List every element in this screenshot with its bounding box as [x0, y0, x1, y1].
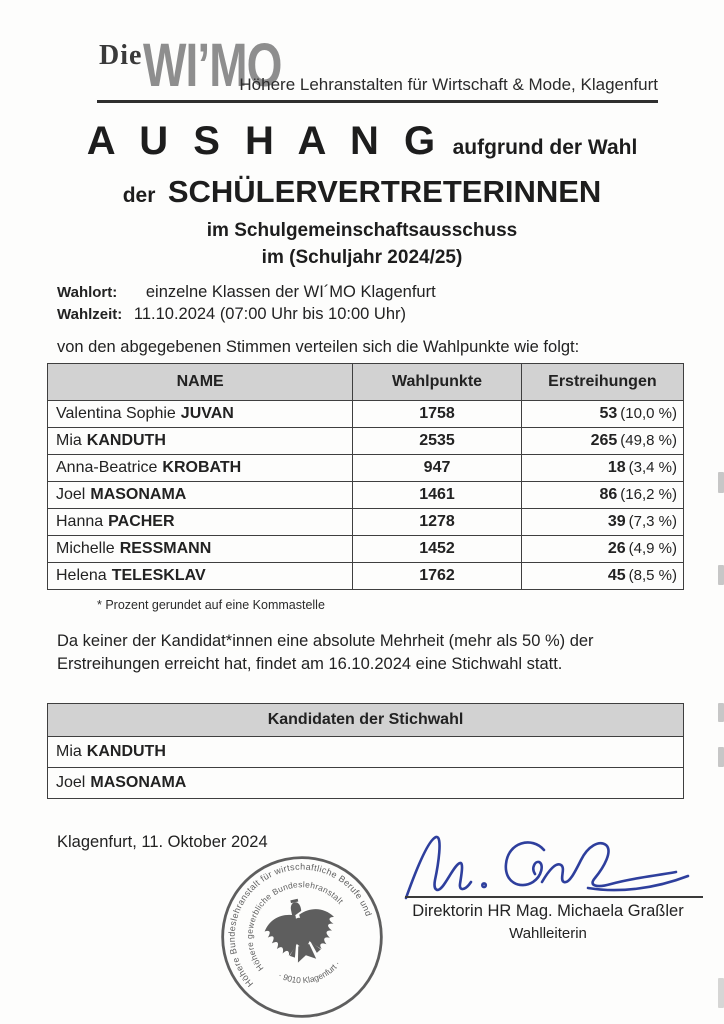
- school-subtitle: Höhere Lehranstalten für Wirtschaft & Mode, Klagenfurt: [239, 75, 658, 94]
- runoff-paragraph: Da keiner der Kandidat*innen eine absolute Mehrheit (mehr als 50 %) der Erstreihungen erreicht hat, findet am 16.10.2024 eine Stichwahl statt.: [57, 632, 594, 673]
- table-row: [48, 737, 684, 768]
- title-line-2: [0, 173, 724, 217]
- last-name: KANDUTH: [86, 432, 166, 449]
- last-name: JUVAN: [180, 405, 234, 422]
- erstreihungen-percent: (3,4 %): [628, 459, 677, 476]
- erstreihungen-count: 18: [607, 459, 626, 476]
- runoff-header-row: [48, 704, 684, 737]
- first-name: Joel: [56, 774, 86, 791]
- document-title: [0, 118, 724, 271]
- signatory-role: Wahlleiterin: [509, 925, 587, 942]
- header-name: NAME: [48, 364, 353, 401]
- first-name: Valentina Sophie: [56, 405, 176, 422]
- last-name: MASONAMA: [90, 774, 187, 791]
- candidate-name: [48, 482, 353, 509]
- runoff-candidate: [48, 737, 684, 768]
- table-row: [48, 563, 684, 590]
- erstreihungen-percent: (49,8 %): [620, 432, 677, 449]
- title-aufgrund: aufgrund der Wahl: [452, 136, 638, 159]
- stamp-inner-text: Höhere gewerbliche Bundeslehranstalt: [244, 879, 346, 974]
- results-table: [47, 363, 684, 590]
- table-row: [48, 455, 684, 482]
- table-row: [48, 401, 684, 428]
- candidate-name: [48, 509, 353, 536]
- wahlpunkte-value: 1452: [353, 536, 522, 563]
- erstreihungen-count: 39: [607, 513, 626, 530]
- erstreihungen-percent: (16,2 %): [620, 486, 677, 503]
- last-name: PACHER: [108, 513, 175, 530]
- first-name: Mia: [56, 743, 82, 760]
- date-place-line: Klagenfurt, 11. Oktober 2024: [57, 833, 268, 851]
- school-logo: [97, 31, 658, 100]
- header-wahlpunkte: Wahlpunkte: [353, 364, 522, 401]
- erstreihungen-count: 86: [599, 486, 618, 503]
- last-name: TELESKLAV: [111, 567, 206, 584]
- scan-artifact: [718, 703, 724, 722]
- election-info: [57, 281, 436, 325]
- erstreihungen-value: [521, 509, 683, 536]
- runoff-table: [47, 703, 684, 799]
- last-name: KROBATH: [162, 459, 242, 476]
- official-school-stamp: [216, 853, 388, 1021]
- erstreihungen-percent: (7,3 %): [628, 513, 677, 530]
- erstreihungen-percent: (10,0 %): [620, 405, 677, 422]
- title-schuelervertreterinnen: SCHÜLERVERTRETERINNEN: [167, 174, 602, 209]
- runoff-candidate: [48, 768, 684, 799]
- erstreihungen-count: 26: [607, 540, 626, 557]
- logo-prefix: Die: [99, 40, 143, 71]
- header-rule: [97, 100, 658, 103]
- erstreihungen-value: [521, 563, 683, 590]
- wahlort-row: [57, 281, 436, 303]
- table-row: [48, 509, 684, 536]
- last-name: MASONAMA: [90, 486, 187, 503]
- erstreihungen-count: 265: [590, 432, 618, 449]
- results-header-row: [48, 364, 684, 401]
- scan-artifact: [718, 472, 724, 493]
- erstreihungen-value: [521, 401, 683, 428]
- stamp-bottom-text: · 9010 Klagenfurt ·: [276, 958, 342, 986]
- first-name: Michelle: [56, 540, 115, 557]
- stamp-outer-text: Höhere Bundeslehranstalt für wirtschaftliche Berufe und: [226, 861, 374, 989]
- first-name: Hanna: [56, 513, 104, 530]
- candidate-name: [48, 455, 353, 482]
- table-row: [48, 768, 684, 799]
- signature-ink: [392, 832, 710, 904]
- austrian-eagle-icon: [259, 892, 341, 968]
- wahlpunkte-value: 1278: [353, 509, 522, 536]
- wahlort-value: einzelne Klassen der WI´MO Klagenfurt: [145, 283, 436, 301]
- title-line-4: im (Schuljahr 2024/25): [261, 247, 463, 268]
- wahlpunkte-value: 947: [353, 455, 522, 482]
- candidate-name: [48, 536, 353, 563]
- results-intro: von den abgegebenen Stimmen verteilen sich die Wahlpunkte wie folgt:: [57, 338, 580, 356]
- title-der: der: [122, 184, 156, 207]
- signatory-name: Direktorin HR Mag. Michaela Graßler: [412, 902, 684, 920]
- wahlpunkte-value: 1758: [353, 401, 522, 428]
- table-row: [48, 482, 684, 509]
- table-row: [48, 536, 684, 563]
- erstreihungen-value: [521, 455, 683, 482]
- candidate-name: [48, 563, 353, 590]
- table-row: [48, 428, 684, 455]
- erstreihungen-count: 53: [599, 405, 618, 422]
- erstreihungen-count: 45: [607, 567, 626, 584]
- last-name: RESSMANN: [119, 540, 212, 557]
- first-name: Anna-Beatrice: [56, 459, 158, 476]
- candidate-name: [48, 428, 353, 455]
- scan-artifact: [718, 747, 724, 767]
- erstreihungen-value: [521, 482, 683, 509]
- wahlzeit-value: 11.10.2024 (07:00 Uhr bis 10:00 Uhr): [133, 305, 406, 323]
- erstreihungen-value: [521, 536, 683, 563]
- wahlpunkte-value: 2535: [353, 428, 522, 455]
- first-name: Helena: [56, 567, 107, 584]
- first-name: Joel: [56, 486, 86, 503]
- title-line-1: [0, 118, 724, 173]
- erstreihungen-percent: (4,9 %): [628, 540, 677, 557]
- scan-artifact: [718, 565, 724, 585]
- erstreihungen-value: [521, 428, 683, 455]
- wahlpunkte-value: 1762: [353, 563, 522, 590]
- wahlpunkte-value: 1461: [353, 482, 522, 509]
- percent-footnote: * Prozent gerundet auf eine Kommastelle: [97, 598, 325, 612]
- title-aushang: A U S H A N G: [86, 119, 443, 163]
- first-name: Mia: [56, 432, 82, 449]
- title-line-3: im Schulgemeinschaftsausschuss: [206, 220, 518, 241]
- signatory-block: [383, 902, 713, 942]
- wahlort-label: Wahlort:: [57, 284, 118, 301]
- candidate-name: [48, 401, 353, 428]
- wahlzeit-label: Wahlzeit:: [57, 306, 123, 323]
- erstreihungen-percent: (8,5 %): [628, 567, 677, 584]
- logo-wordmark: WI’MO: [143, 31, 282, 100]
- header-erstreihungen: Erstreihungen: [521, 364, 683, 401]
- scan-artifact: [718, 978, 724, 1008]
- signature-line: [405, 896, 703, 898]
- runoff-header: Kandidaten der Stichwahl: [48, 704, 684, 737]
- wahlzeit-row: [57, 303, 436, 325]
- last-name: KANDUTH: [86, 743, 166, 760]
